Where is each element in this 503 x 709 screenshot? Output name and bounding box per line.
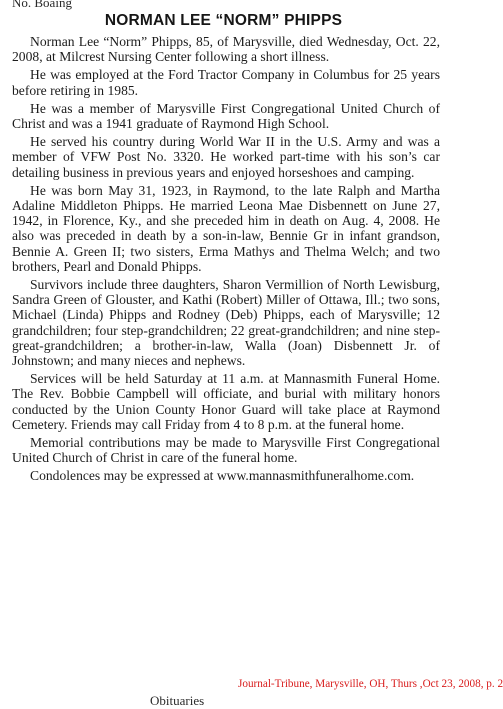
paragraph-military-service: He served his country during World War II in the U.S. Army and was a member of VFW Post No. 3320. He worked part-time with his son’s car detailing business in previous years and enjoyed horseshoes and camping.: [12, 134, 440, 180]
cut-off-previous-text: No. Boaing: [12, 0, 72, 10]
paragraph-family-history: He was born May 31, 1923, in Raymond, to the late Ralph and Martha Adaline Middleton Phipps. He married Leona Mae Disbennett on June 27, 1942, in Florence, Ky., and she preceded him in death on Aug. 4, 2008. He also was preceded in death by a son-in-law, Bennie Gr in infant grandson, Bennie A. Green II; two sisters, Erma Mathys and Thelma Welch; and two brothers, Pearl and Donald Phipps.: [12, 182, 440, 274]
source-citation: Journal-Tribune, Marysville, OH, Thurs ,Oct 23, 2008, p. 2: [238, 678, 503, 690]
paragraph-survivors: Survivors include three daughters, Sharon Vermillion of North Lewisburg, Sandra Green of Glouster, and Kathi (Robert) Miller of Ottawa, Ill.; two sons, Michael (Linda) Phipps and Rodney (Deb) Phipps, each of Marysville; 12 grandchildren; four step-grandchildren; 22 great-grandchildren; and nine step-great-grandchildren; a brother-in-law, Walla (Joan) Disbennett Jr. of Johnstown; and many nieces and nephews.: [12, 277, 440, 369]
obituary-body: [12, 34, 440, 484]
paragraph-services: Services will be held Saturday at 11 a.m. at Mannasmith Funeral Home. The Rev. Bobbie Campbell will officiate, and burial with military honors conducted by the Union County Honor Guard will take place at Raymond Cemetery. Friends may call Friday from 4 to 8 p.m. at the funeral home.: [12, 371, 440, 432]
obituary-headline: NORMAN LEE “NORM” PHIPPS: [104, 12, 343, 29]
paragraph-employment: He was employed at the Ford Tractor Company in Columbus for 25 years before retiring in 1985.: [12, 67, 440, 98]
cut-off-next-text: Obituaries: [150, 693, 205, 708]
paragraph-church-school: He was a member of Marysville First Congregational United Church of Christ and was a 1941 graduate of Raymond High School.: [12, 100, 440, 132]
paragraph-condolences: Condolences may be expressed at www.mannasmithfuneralhome.com.: [30, 468, 415, 484]
paragraph-death-notice: Norman Lee “Norm” Phipps, 85, of Marysville, died Wednesday, Oct. 22, 2008, at Milcrest Nursing Center following a short illness.: [12, 34, 440, 65]
paragraph-memorials: Memorial contributions may be made to Marysville First Congregational United Church of Christ in care of the funeral home.: [12, 435, 440, 466]
